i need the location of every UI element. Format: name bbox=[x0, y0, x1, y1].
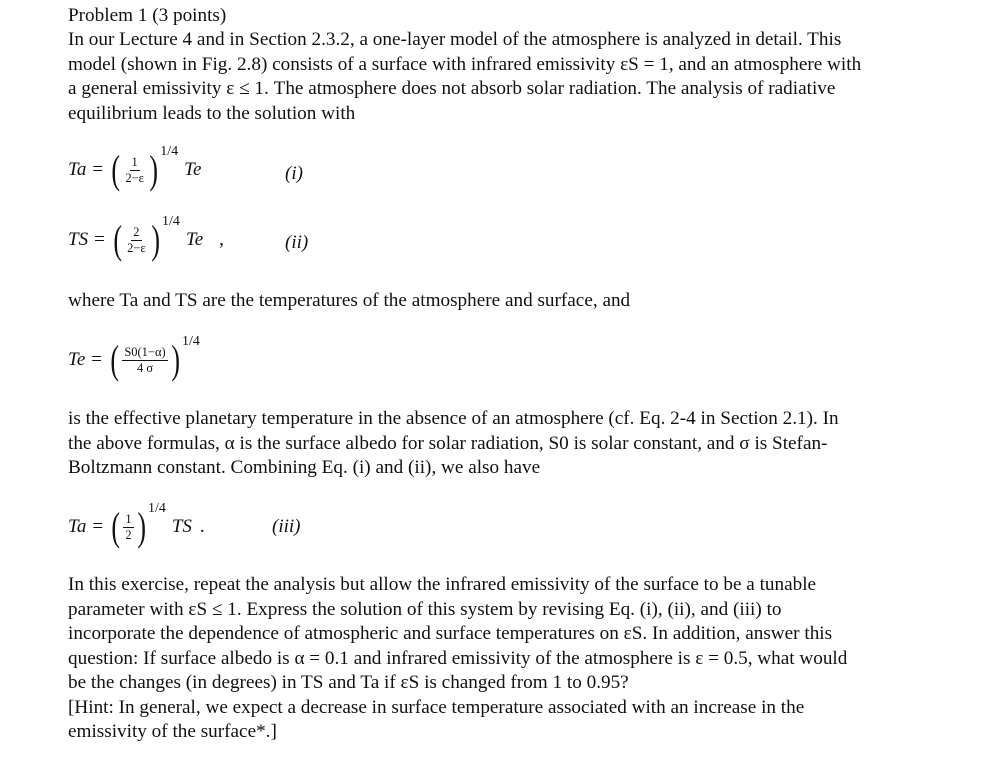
eq-te-lhs: Te bbox=[68, 349, 86, 370]
eq-i-exponent: 1/4 bbox=[160, 144, 179, 159]
exercise-line: incorporate the dependence of atmospheric and surface temperatures on εS. In addition, answer this bbox=[68, 623, 833, 644]
intro-paragraph bbox=[68, 28, 968, 126]
eq-te-denominator: 4 σ bbox=[136, 360, 154, 375]
eq-i-denominator: 2−ε bbox=[125, 170, 144, 185]
exercise-line: emissivity of the surface*.] bbox=[68, 721, 277, 742]
effective-paragraph bbox=[68, 407, 968, 481]
effective-line: is the effective planetary temperature in the absence of an atmosphere (cf. Eq. 2-4 in Section 2.1). In bbox=[68, 408, 839, 429]
exercise-line: parameter with εS ≤ 1. Express the solution of this system by revising Eq. (i), (ii), and (iii) to bbox=[68, 598, 782, 620]
eq-ii-label: (ii) bbox=[285, 232, 309, 253]
eq-i-numerator: 1 bbox=[131, 154, 138, 169]
eq-i-rhs: Te bbox=[184, 159, 202, 180]
eq-te-exponent: 1/4 bbox=[182, 334, 200, 349]
equation-i: Ta = ( $\frac{1}{2-\varepsilon}$ ) 1/4 Te bbox=[68, 144, 202, 192]
eq-iii-exponent: 1/4 bbox=[147, 501, 166, 516]
equation-te: Te = ( $\frac{S0(1-\alpha)}{4 \sigma}$ ) 1/4 bbox=[68, 334, 200, 382]
effective-line: the above formulas, α is the surface albedo for solar radiation, S0 is solar constant, and σ is Stefan- bbox=[68, 432, 828, 454]
problem-title: Problem 1 (3 points) bbox=[68, 5, 227, 26]
eq-iii-denominator: 2 bbox=[125, 527, 132, 542]
eq-iii-label: (iii) bbox=[272, 516, 301, 537]
eq-te-numerator: S0(1−α) bbox=[124, 344, 166, 359]
eq-ii-comma: , bbox=[219, 229, 224, 250]
intro-line: equilibrium leads to the solution with bbox=[68, 102, 356, 124]
eq-iii-numerator: 1 bbox=[125, 511, 132, 526]
equation-iii: Ta = ( $\frac{1}{2}$ ) 1/4 TS . bbox=[68, 501, 205, 549]
eq-ii-numerator: 2 bbox=[133, 224, 140, 239]
intro-line: a general emissivity ε ≤ 1. The atmosphere does not absorb solar radiation. The analysis of radiative bbox=[68, 78, 836, 99]
intro-line: In our Lecture 4 and in Section 2.3.2, a one-layer model of the atmosphere is analyzed in detail. This bbox=[68, 29, 842, 50]
eq-ii-rhs: Te bbox=[185, 229, 204, 250]
intro-line: model (shown in Fig. 2.8) consists of a surface with infrared emissivity εS = 1, and an atmosphere with bbox=[68, 53, 862, 75]
exercise-line: question: If surface albedo is α = 0.1 and infrared emissivity of the atmosphere is ε = 0.5, what would bbox=[68, 647, 848, 669]
eq-iii-period: . bbox=[199, 516, 205, 537]
eq-iii-rhs: TS bbox=[171, 516, 192, 537]
eq-i-label: (i) bbox=[285, 163, 303, 184]
exercise-line: be the changes (in degrees) in TS and Ta if εS is changed from 1 to 0.95? bbox=[68, 672, 629, 693]
eq-ii-denominator: 2−ε bbox=[127, 240, 146, 255]
effective-line: Boltzmann constant. Combining Eq. (i) and (ii), we also have bbox=[68, 457, 541, 478]
exercise-paragraph bbox=[68, 573, 968, 745]
eq-i-lhs: Ta bbox=[68, 159, 87, 180]
eq-ii-exponent: 1/4 bbox=[162, 214, 180, 229]
equation-ii: TS = ( $\frac{2}{2-\varepsilon}$ ) 1/4 Te , bbox=[68, 214, 224, 262]
exercise-line: [Hint: In general, we expect a decrease in surface temperature associated with an increase in the bbox=[68, 696, 805, 718]
where-line: where Ta and TS are the temperatures of the atmosphere and surface, and bbox=[68, 290, 631, 311]
eq-ii-lhs: TS bbox=[68, 229, 89, 250]
exercise-line: In this exercise, repeat the analysis but allow the infrared emissivity of the surface to be a tunable bbox=[68, 574, 817, 595]
eq-iii-lhs: Ta bbox=[68, 516, 87, 537]
